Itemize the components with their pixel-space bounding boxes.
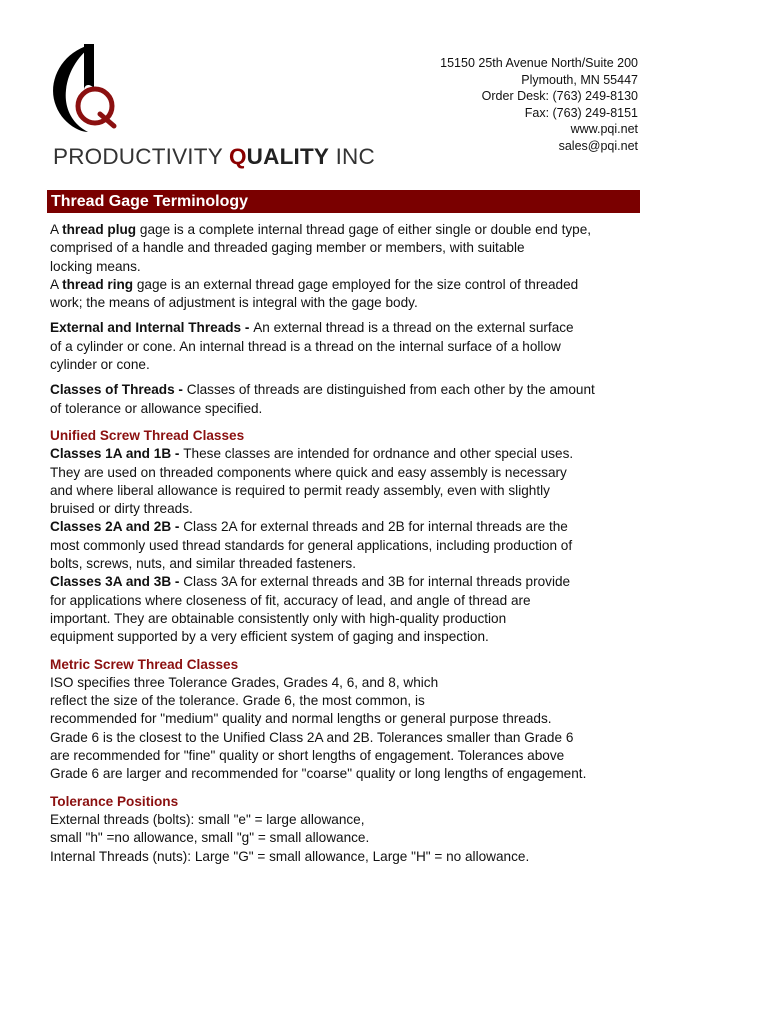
c2-text-2: most commonly used thread standards for general applications, including production of: [50, 537, 573, 553]
c3-text-2: for applications where closeness of fit, accuracy of lead, and angle of thread are: [50, 592, 531, 608]
c2-text-3: bolts, screws, nuts, and similar threaded fasteners.: [50, 556, 356, 572]
metric-text-2: reflect the size of the tolerance. Grade 6, the most common, is: [50, 693, 425, 709]
c2-term: Classes 2A and 2B -: [50, 519, 184, 535]
ext-int-text-3: cylinder or cone.: [50, 357, 150, 373]
address-fax: Fax: (763) 249-8151: [524, 105, 638, 120]
ring-text-1: gage is an external thread gage employed for the size control of threaded: [133, 276, 579, 292]
plug-term: thread plug: [62, 222, 137, 237]
company-name-uality: UALITY: [246, 144, 330, 169]
c3-text-4: equipment supported by a very efficient system of gaging and inspection.: [50, 629, 489, 645]
company-name-pre: PRODUCTIVITY: [53, 144, 229, 169]
ring-line-1: [50, 276, 610, 294]
ext-int-text-1: An external thread is a thread on the external surface: [253, 320, 574, 336]
plug-text-2: comprised of a handle and threaded gaging member or members, with suitable: [50, 240, 525, 256]
classes-text-2: of tolerance or allowance specified.: [50, 400, 263, 416]
metric-heading: Metric Screw Thread Classes: [50, 656, 239, 672]
ring-text-2: work; the means of adjustment is integral with the gage body.: [50, 295, 418, 311]
plug-text-1: gage is a complete internal thread gage of either single or double end type,: [136, 222, 592, 237]
company-name-q: Q: [228, 144, 247, 169]
document-body: [50, 221, 610, 866]
address-website[interactable]: www.pqi.net: [570, 122, 638, 137]
c1-term: Classes 1A and 1B -: [50, 446, 184, 462]
tolerance-text-3: Internal Threads (nuts): Large "G" = small allowance, Large "H" = no allowance.: [50, 848, 530, 864]
plug-text-3: locking means.: [50, 258, 141, 274]
ext-int-line-1: [50, 319, 610, 337]
tolerance-heading: Tolerance Positions: [50, 793, 179, 809]
c1-text-3: and where liberal allowance is required to permit ready assembly, even with slightly: [50, 482, 550, 498]
tolerance-text-2: small "h" =no allowance, small "g" = small allowance.: [50, 830, 370, 846]
plug-line-1: [50, 221, 610, 239]
metric-text-3: recommended for "medium" quality and normal lengths or general purpose threads.: [50, 711, 552, 727]
metric-text-1: ISO specifies three Tolerance Grades, Grades 4, 6, and 8, which: [50, 674, 439, 690]
ring-pre: A: [50, 276, 63, 292]
ext-int-text-2: of a cylinder or cone. An internal thread is a thread on the internal surface of a hollow: [50, 338, 561, 354]
metric-text-6: Grade 6 are larger and recommended for "coarse" quality or long lengths of engagement.: [50, 766, 587, 782]
classes-term: Classes of Threads -: [50, 382, 187, 398]
company-name: [53, 142, 375, 172]
c3-line-1: [50, 573, 610, 591]
company-name-post: INC: [329, 144, 375, 169]
metric-text-5: are recommended for "fine" quality or short lengths of engagement. Tolerances above: [50, 748, 565, 764]
c1-line-1: [50, 445, 610, 463]
c2-line-1: [50, 518, 610, 536]
plug-pre: A: [50, 222, 63, 237]
c3-term: Classes 3A and 3B -: [50, 574, 184, 590]
address-email[interactable]: sales@pqi.net: [558, 138, 638, 153]
ext-int-term: External and Internal Threads -: [50, 320, 254, 336]
c1-text-4: bruised or dirty threads.: [50, 501, 193, 517]
c2-text-1: Class 2A for external threads and 2B for internal threads are the: [183, 519, 568, 535]
pqi-logo-mark: [48, 42, 128, 134]
classes-text-1: Classes of threads are distinguished from each other by the amount: [186, 382, 595, 398]
pqi-logo: [48, 42, 128, 134]
address-block: [440, 55, 638, 155]
ring-term: thread ring: [62, 276, 134, 292]
metric-text-4: Grade 6 is the closest to the Unified Class 2A and 2B. Tolerances smaller than Grade 6: [50, 729, 574, 745]
c3-text-3: important. They are obtainable consistently only with high-quality production: [50, 610, 507, 626]
c1-text-1: These classes are intended for ordnance and other special uses.: [183, 446, 574, 462]
tolerance-text-1: External threads (bolts): small "e" = large allowance,: [50, 811, 365, 827]
unified-heading: Unified Screw Thread Classes: [50, 427, 245, 443]
c1-text-2: They are used on threaded components where quick and easy assembly is necessary: [50, 464, 567, 480]
c3-text-1: Class 3A for external threads and 3B for internal threads provide: [183, 574, 571, 590]
address-city: Plymouth, MN 55447: [521, 72, 638, 87]
address-order-desk: Order Desk: (763) 249-8130: [481, 89, 638, 104]
address-street: 15150 25th Avenue North/Suite 200: [440, 56, 638, 70]
classes-line-1: [50, 381, 610, 399]
page-title: Thread Gage Terminology: [51, 193, 249, 210]
title-bar: [47, 190, 640, 213]
